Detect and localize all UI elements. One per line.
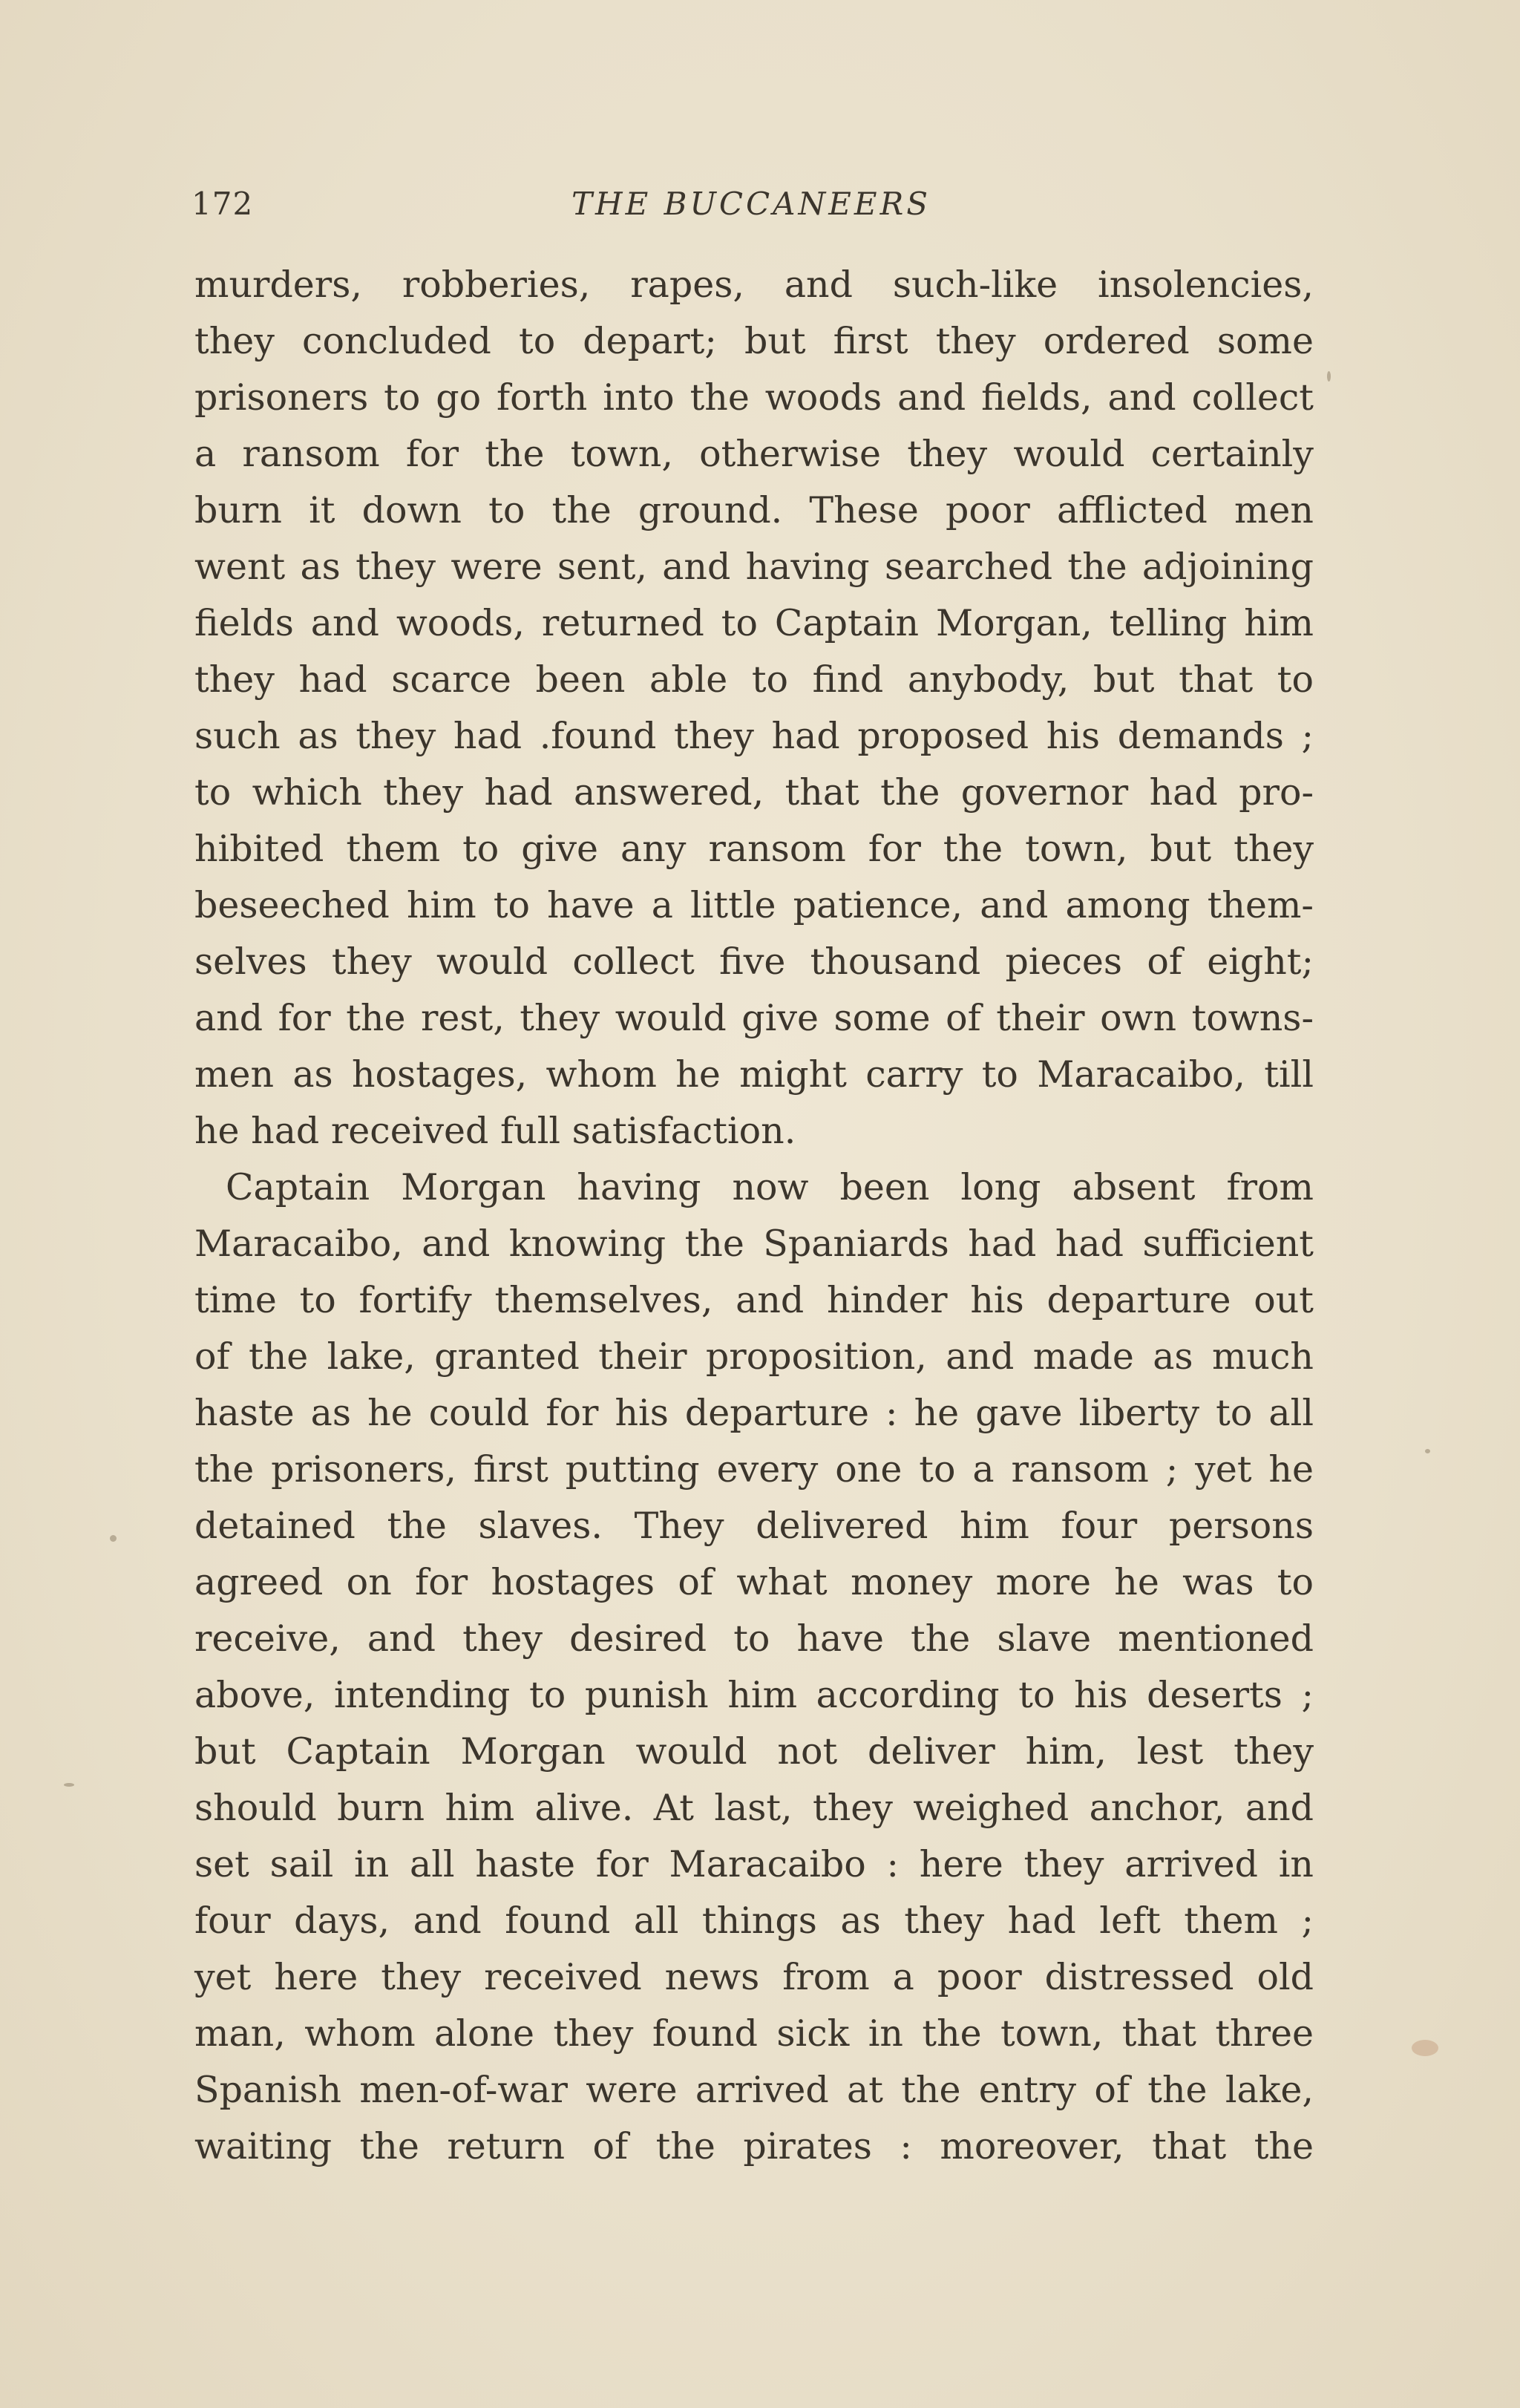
text-line: prisoners to go forth into the woods and fields, and collect [194,376,1314,419]
text-line: yet here they received news from a poor distressed old [194,1956,1314,1998]
paper-speck [1412,2040,1438,2056]
paper-speck [1327,371,1331,382]
text-line: murders, robberies, rapes, and such-like insolencies, [194,264,1314,306]
text-line: he had received full satisfaction. [194,1110,796,1152]
text-line: set sail in all haste for Maracaibo : here they arrived in [194,1843,1314,1885]
text-line: fields and woods, returned to Captain Morgan, telling him [194,602,1314,644]
text-line: Maracaibo, and knowing the Spaniards had had sufficient [194,1223,1314,1265]
text-line: selves they would collect five thousand pieces of eight; [194,940,1314,983]
text-line: and for the rest, they would give some of their own towns- [194,997,1314,1039]
page-number: 172 [191,186,254,222]
text-line: hibited them to give any ransom for the town, but they [194,828,1314,870]
text-line: Captain Morgan having now been long absent from [226,1166,1314,1208]
text-line: beseeched him to have a little patience, and among them- [194,884,1314,926]
paper-speck [110,1535,117,1542]
text-line: a ransom for the town, otherwise they would certainly [194,433,1314,475]
paragraph [194,1159,1314,2175]
text-line: such as they had .found they had proposed his demands ; [194,715,1314,757]
text-line: they had scarce been able to find anybody, but that to [194,658,1314,701]
text-line: burn it down to the ground. These poor afflicted men [194,489,1314,531]
text-line: four days, and found all things as they had left them ; [194,1900,1314,1942]
body-text [194,257,1314,2175]
text-line: waiting the return of the pirates : moreover, that the [194,2125,1314,2167]
text-line: but Captain Morgan would not deliver him, lest they [194,1730,1314,1773]
text-line: to which they had answered, that the governor had pro- [194,771,1314,814]
page-header [191,186,1311,230]
text-line: went as they were sent, and having searched the adjoining [194,546,1314,588]
text-line: should burn him alive. At last, they weighed anchor, and [194,1787,1314,1829]
text-line: of the lake, granted their proposition, and made as much [194,1335,1314,1378]
text-line: agreed on for hostages of what money more he was to [194,1561,1314,1603]
running-title: THE BUCCANEERS [571,186,931,222]
text-line: the prisoners, first putting every one to a ransom ; yet he [194,1448,1314,1491]
text-line: above, intending to punish him according to his deserts ; [194,1674,1314,1716]
text-line: men as hostages, whom he might carry to Maracaibo, till [194,1053,1314,1096]
text-line: they concluded to depart; but first they ordered some [194,320,1314,362]
text-line: man, whom alone they found sick in the town, that three [194,2012,1314,2055]
paper-speck [1425,1449,1430,1453]
text-line: receive, and they desired to have the slave mentioned [194,1617,1314,1660]
text-line: detained the slaves. They delivered him four persons [194,1505,1314,1547]
text-line: haste as he could for his departure : he gave liberty to all [194,1392,1314,1434]
text-line: time to fortify themselves, and hinder his departure out [194,1279,1314,1321]
paragraph [194,257,1314,1159]
text-line: Spanish men-of-war were arrived at the entry of the lake, [194,2069,1314,2111]
paper-speck [64,1783,74,1787]
